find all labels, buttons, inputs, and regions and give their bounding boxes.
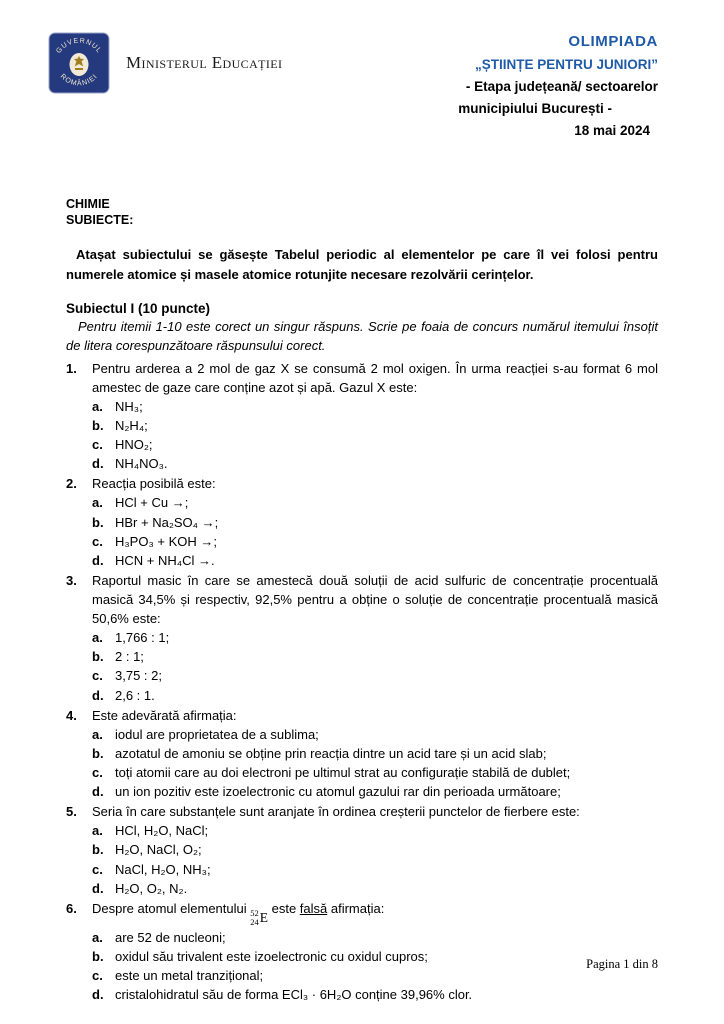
header-right-block — [458, 30, 658, 142]
logo-bottom-text: ROMÂNIEI — [58, 72, 100, 88]
stem-text: Este adevărată afirmația: — [92, 707, 237, 723]
stem-text: Despre atomul elementului — [92, 900, 251, 916]
question-stem — [92, 571, 658, 628]
option-letter: d. — [92, 986, 104, 1002]
option — [92, 947, 658, 966]
option — [92, 666, 658, 685]
question-list — [66, 359, 658, 1004]
option — [92, 628, 658, 647]
question-number: 5. — [66, 804, 77, 820]
options — [92, 397, 658, 473]
question-number: 4. — [66, 707, 77, 723]
option-letter: a. — [92, 495, 103, 511]
option — [92, 435, 658, 454]
option — [92, 725, 658, 744]
option-text: HCN + NH₄Cl →. — [115, 552, 215, 568]
mass-number: 52 — [250, 907, 259, 918]
option-text: 3,75 : 2; — [115, 668, 162, 684]
option — [92, 647, 658, 666]
option-letter: d. — [92, 687, 104, 703]
option — [92, 782, 658, 801]
olympiad-title: OLIMPIADA — [568, 33, 658, 50]
element-symbol: E — [259, 909, 268, 925]
option — [92, 454, 658, 473]
stage-line-1: - Etapa județeană/ sectoarelor — [465, 79, 658, 95]
intro-paragraph: Atașat subiectului se găsește Tabelul periodic al elementelor pe care îl vei folosi pentru numerele atomice și masele atomice rotunjite necesare rezolvării cerințelor. — [66, 247, 658, 282]
option-text: cristalohidratul său de forma ECl₃ · 6H₂O conține 39,96% clor. — [115, 986, 473, 1002]
option-letter: c. — [92, 437, 103, 453]
option-letter: d. — [92, 552, 104, 568]
stem-text: Seria în care substanțele sunt aranjate în ordinea creșterii punctelor de fierbere este: — [92, 804, 580, 820]
question — [66, 474, 658, 493]
option — [92, 513, 658, 532]
question-stem — [92, 899, 658, 928]
option — [92, 493, 658, 512]
option-text: HCl + Cu →; — [115, 495, 189, 511]
option-letter: d. — [92, 880, 104, 896]
stem-text: afirmația: — [327, 900, 385, 916]
option-letter: b. — [92, 948, 104, 964]
option-letter: b. — [92, 842, 104, 858]
option — [92, 551, 658, 570]
header — [55, 30, 658, 142]
options — [92, 493, 658, 569]
subjects-label: SUBIECTE: — [66, 212, 134, 227]
atomic-number: 24 — [250, 916, 259, 927]
question-stem — [92, 802, 658, 821]
option-text: N₂H₄; — [115, 418, 148, 434]
page-number: Pagina 1 din 8 — [586, 957, 658, 971]
option-text: oxidul său trivalent este izoelectronic cu oxidul cupros; — [115, 948, 428, 964]
option-text: azotatul de amoniu se obține prin reacția dintre un acid tare și un acid slab; — [115, 745, 547, 761]
option-letter: a. — [92, 630, 103, 646]
option — [92, 532, 658, 551]
option-letter: b. — [92, 418, 104, 434]
option-text: toți atomii care au doi electroni pe ultimul strat au configurație stabilă de dublet; — [115, 765, 571, 780]
nuclide-numbers — [250, 909, 259, 927]
nuclide-notation — [250, 908, 268, 928]
ministry-name: Ministerul Educației — [126, 53, 283, 72]
option-text: are 52 de nucleoni; — [115, 929, 226, 945]
instructions-paragraph: Pentru itemii 1-10 este corect un singur răspuns. Scrie pe foaia de concurs numărul itemului însoțit de litera corespunzătoare răspunsului corect. — [66, 319, 658, 354]
option — [92, 928, 658, 947]
option-text: 2 : 1; — [115, 649, 144, 665]
stem-text: Pentru arderea a 2 mol de gaz X se consumă 2 mol oxigen. În urma reacției s-au format 6 mol amestec de gaze care conține azot și apă. Gazul X este: — [92, 360, 658, 395]
option-letter: b. — [92, 745, 104, 761]
question — [66, 359, 658, 397]
option-text: NaCl, H₂O, NH₃; — [115, 861, 211, 877]
option-text: este un metal tranzițional; — [115, 967, 264, 983]
options — [92, 928, 658, 1004]
question-stem — [92, 706, 658, 725]
question-number: 3. — [66, 572, 77, 588]
option-letter: b. — [92, 514, 104, 530]
option-text: NH₃; — [115, 398, 143, 414]
olympiad-subtitle: „ȘTIINȚE PENTRU JUNIORI” — [474, 57, 658, 73]
option-letter: a. — [92, 823, 103, 839]
option — [92, 860, 658, 879]
option-text: H₂O, O₂, N₂. — [115, 880, 188, 896]
option-letter: d. — [92, 784, 104, 800]
subject-label: CHIMIE — [66, 196, 110, 211]
option-letter: c. — [92, 861, 103, 877]
option-letter: c. — [92, 533, 103, 549]
option-letter: a. — [92, 398, 103, 414]
option — [92, 744, 658, 763]
option-text: HCl, H₂O, NaCl; — [115, 823, 209, 839]
question — [66, 706, 658, 725]
question — [66, 802, 658, 821]
option-text: iodul are proprietatea de a sublima; — [115, 726, 319, 742]
exam-date: 18 mai 2024 — [574, 122, 650, 138]
option — [92, 966, 658, 985]
document-body — [66, 196, 658, 1004]
option — [92, 763, 658, 782]
question-stem — [92, 359, 658, 397]
options — [92, 821, 658, 897]
option-text: 2,6 : 1. — [115, 687, 155, 703]
option — [92, 840, 658, 859]
option-text: HNO₂; — [115, 437, 153, 453]
option-letter: a. — [92, 726, 103, 742]
option-letter: c. — [92, 765, 103, 780]
option — [92, 879, 658, 898]
option — [92, 416, 658, 435]
question-number: 6. — [66, 900, 77, 916]
stem-text: Raportul masic în care se amestecă două soluții de acid sulfuric de concentrație procentuală masică 34,5% și respectiv, 92,5% pentru a obține o soluție de concentrație procentuală masică 50,6% este: — [92, 572, 658, 627]
option-letter: a. — [92, 929, 103, 945]
option — [92, 397, 658, 416]
question — [66, 571, 658, 628]
option-text: H₂O, NaCl, O₂; — [115, 842, 202, 858]
option-text: un ion pozitiv este izoelectronic cu atomul gazului rar din perioada următoare; — [115, 784, 561, 800]
option — [92, 686, 658, 705]
question-number: 1. — [66, 360, 77, 376]
stem-text: este — [268, 900, 300, 916]
question-stem — [92, 474, 658, 493]
options — [92, 725, 658, 801]
option-letter: c. — [92, 967, 103, 983]
option — [92, 821, 658, 840]
stage-line-2: municipiului București - — [458, 101, 612, 117]
option-text: 1,766 : 1; — [115, 630, 170, 646]
romanian-government-logo — [48, 32, 110, 94]
option-letter: d. — [92, 456, 104, 472]
section-title: Subiectul I (10 puncte) — [66, 301, 211, 317]
stem-text: falsă — [299, 900, 328, 916]
question-number: 2. — [66, 476, 77, 492]
logo-top-text: GUVERNUL — [55, 37, 103, 55]
question — [66, 899, 658, 928]
header-left — [48, 30, 282, 94]
option-text: NH₄NO₃. — [115, 456, 168, 472]
option — [92, 985, 658, 1004]
stem-text: Reacția posibilă este: — [92, 476, 216, 492]
options — [92, 628, 658, 704]
option-text: HBr + Na₂SO₄ →; — [115, 514, 219, 530]
option-text: H₃PO₃ + KOH →; — [115, 533, 217, 549]
option-letter: c. — [92, 668, 103, 684]
option-letter: b. — [92, 649, 104, 665]
